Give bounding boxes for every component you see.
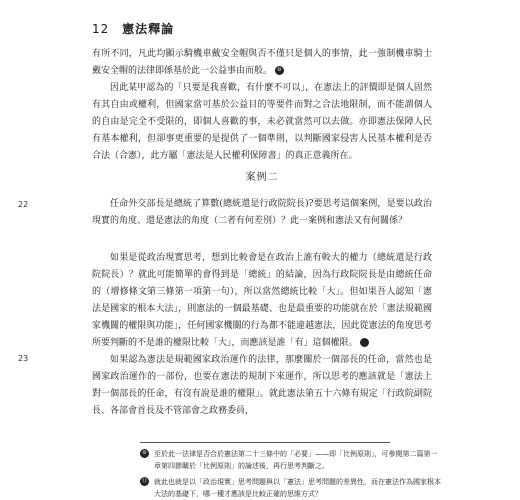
paragraph-4-text: 如果是從政治現實思考，想到比較會是在政治上誰有較大的權力（總統還是行政院院長）？就此可能簡單的會得到是「總統」的結論，因為行政院院長是由總統任命的（增修條文第三條第一項第一句），所以當然總統比較「大」。但如果吾人認知「憲法是國家的根本大法」，則憲法的一個最基礎、也是最重要的功能就在於「憲法規範國家機關的權限與功能」，任何國家機關的行為都不能違越憲法，因此從憲法的角度思考所要判斷的不是誰的權限比較「大」，而應該是誰「有」這個權限。 xyxy=(92,253,432,348)
paragraph-1 xyxy=(92,46,432,80)
page-number: 12 xyxy=(92,22,110,36)
footnote-divider xyxy=(140,442,390,443)
margin-number-23: 23 xyxy=(18,354,29,363)
running-header xyxy=(92,20,174,37)
case-title: 案例二 xyxy=(245,172,279,183)
footnote-10 xyxy=(140,448,444,472)
footnote-text: 就此也就是以「政治現實」思考問題與以「憲法」思考問題的差異性，而在憲法作為國家根本大法的基礎下，哪一種才應該是比較正確的思維方式？ xyxy=(154,478,441,498)
footnote-marker: ⑪ xyxy=(141,478,147,484)
footnote-ref-10: ⑩ xyxy=(275,66,284,75)
paragraph-1-text: 有所不同，凡此均顯示騎機車戴安全帽與否不僅只是個人的事情，此一強制機車騎士戴安全帽的法律即係基於此一公益事由而般。 xyxy=(92,49,432,76)
footnote-text: 至於此一法律是否合於憲法第二十三條中的「必要」——即「比例原則」，可參閱第二篇第一章第四節關於「比例原則」的論述後，再行思考判斷之。 xyxy=(154,450,438,470)
footnote-ref-11: ⑪ xyxy=(360,338,369,347)
paragraph-2: 因此某甲認為的「只要是我喜歡，有什麼不可以」，在憲法上的評價即是個人固然有其自由或權利，但國家當可基於公益目的等要件而對之合法地限制，而不能謂個人的自由是完全不受限的，即個人喜歡的事，未必就當然可以去做。亦即憲法保障人民有基本權利，但卻事更重要的是提供了一個準則，以判斷國家侵害人民基本權利是否合法（合憲），此方屬「憲法是人民權利保障書」的真正意義所在。 xyxy=(92,83,432,161)
footnote-marker: ⑩ xyxy=(140,449,149,458)
margin-number-22: 22 xyxy=(18,200,29,209)
paragraph-5: 如果認為憲法是規範國家政治運作的法律，那麼關於一個部長的任命，當然也是國家政治運作的一部份，也要在憲法的規制下來運作，所以思考的應該就是「憲法上對一個部長的任命，有沒有說是誰的權限」。就此憲法第五十六條有規定「行政院副院長、各部會首長及不管部會之政務委員， xyxy=(92,355,432,416)
footnote-11 xyxy=(140,476,444,500)
book-title: 憲法釋論 xyxy=(122,22,175,36)
paragraph-4 xyxy=(92,250,432,352)
paragraph-3: 任命外交部長是總統了算數(總統還是行政院院長)?要思考這個案例，是要以政治現實的角度、還是憲法的角度（二者有何差別）？此一案例和憲法又有何關係？ xyxy=(92,199,432,226)
